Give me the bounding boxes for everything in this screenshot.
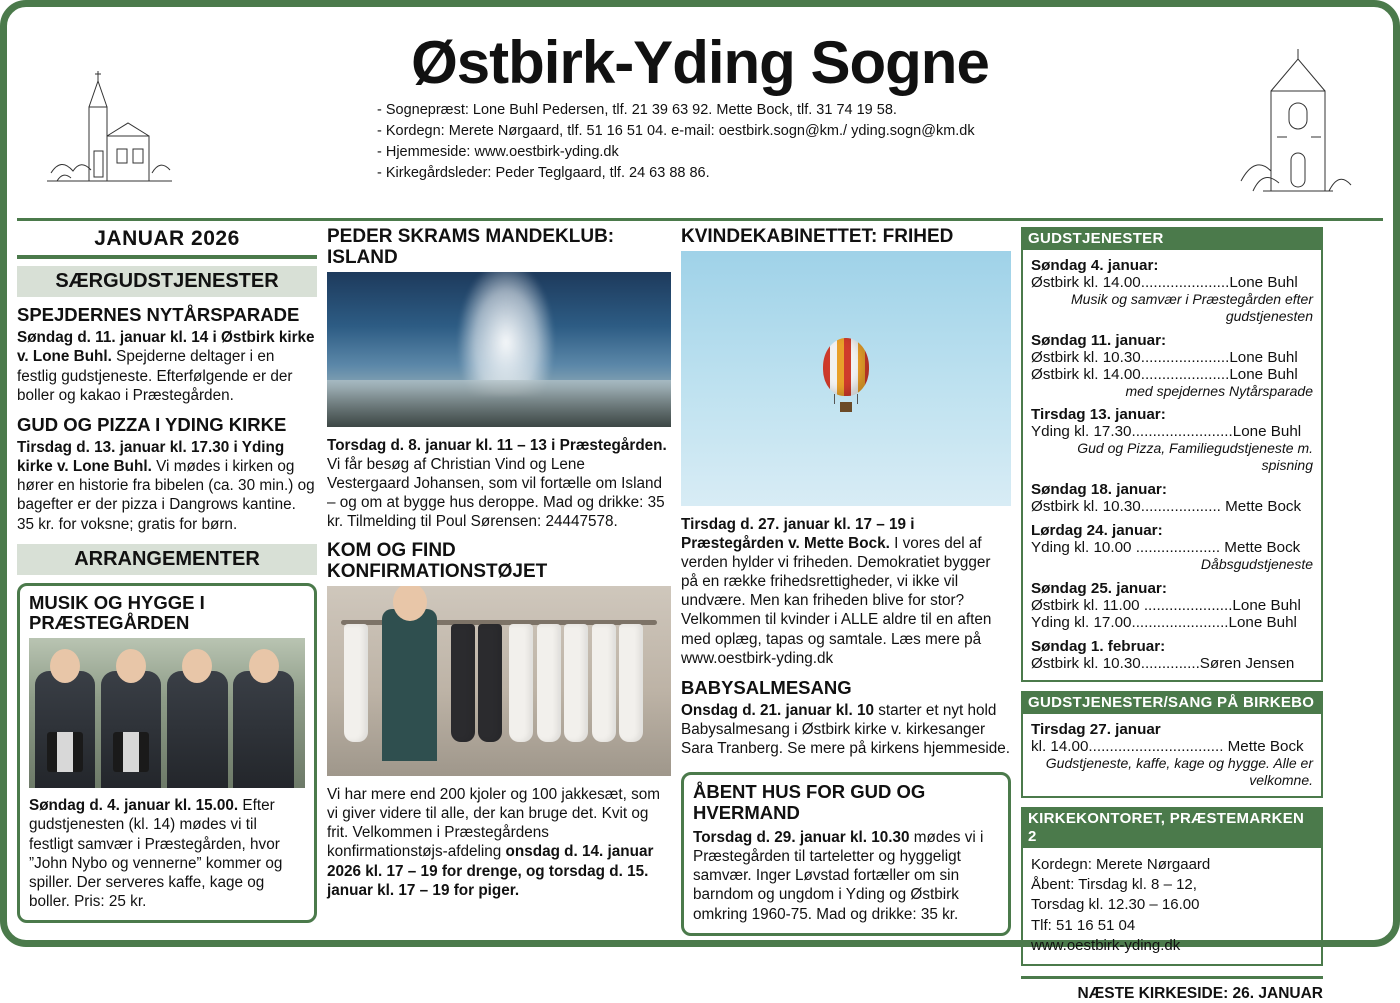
birkebo-box [1021, 714, 1323, 799]
next-issue-note: NÆSTE KIRKESIDE: 26. JANUAR [1021, 976, 1323, 1003]
column-two [327, 227, 671, 961]
contact-line-clerk: - Kordegn: Merete Nørgaard, tlf. 51 16 51 04. e-mail: oestbirk.sogn@km./ yding.sogn@km.dk [377, 123, 975, 140]
article-body-kvindekabinettet [681, 515, 1011, 668]
article-title-kvindekabinettet: KVINDEKABINETTET: FRIHED [681, 226, 954, 247]
service-note: Musik og samvær i Præstegården efter gudstjenesten [1071, 291, 1313, 324]
service-line: Østbirk kl. 14.00.....................Lone Buhl [1031, 365, 1298, 383]
contact-line-cemetery: - Kirkegårdsleder: Peder Teglgaard, tlf. 24 63 88 86. [377, 165, 710, 182]
service-note: med spejdernes Nytårsparade [1125, 382, 1313, 399]
service-day: Søndag 25. januar: [1031, 579, 1167, 597]
accordion-musicians-photo [29, 638, 305, 788]
event-bold-aabent-hus: Torsdag d. 29. januar kl. 10.30 [693, 829, 910, 847]
article-title-gudogpizza: GUD OG PIZZA I YDING KIRKE [17, 413, 287, 435]
service-line: Østbirk kl. 10.30................... Mette Bock [1031, 497, 1302, 515]
birkebo-line: kl. 14.00................................ Mette Bock [1031, 737, 1304, 755]
service-line: Østbirk kl. 11.00 .....................Lone Buhl [1031, 596, 1301, 614]
event-body-musik-og-hygge [29, 796, 305, 911]
event-card-musik-og-hygge [17, 583, 317, 923]
article-text-peder-skrams: Vi får besøg af Christian Vind og Lene Vestergaard Johansen, som vil fortælle om Island – og om at bygge hus deroppe. Mad og drikke: 35 kr. Tilmelding til Poul Sørensen: 24447578. [327, 455, 665, 531]
church-drawing-icon [37, 41, 177, 196]
article-bold-kvindekabinettet: Tirsdag d. 27. januar kl. 17 – 19 i Præstegården v. Mette Bock. [681, 515, 915, 552]
article-body-konfirmationstoej [327, 785, 671, 900]
article-bold-peder-skrams: Torsdag d. 8. januar kl. 11 – 13 i Præstegården. [327, 436, 667, 454]
service-day: Søndag 18. januar: [1031, 480, 1167, 498]
article-bold-spejdernes: Søndag d. 11. januar kl. 14 i Østbirk kirke v. Lone Buhl. [17, 329, 315, 366]
contact-line-priest: - Sognepræst: Lone Buhl Pedersen, tlf. 21 39 63 92. Mette Bock, tlf. 31 74 19 58. [377, 102, 897, 118]
balloon-basket-shape [840, 402, 852, 412]
column-four-services [1021, 227, 1323, 1003]
article-text-kvindekabinettet: I vores del af verden hylder vi friheden. Demokratiet bygger på en række frihedsrettigheder, vi ikke vil undvære. Men kan friheden blive for stor? Velkommen til kvinder i ALLE aldre til en aften med oplæg, tapas og samtale. Læs mere på www.oestbirk-yding.dk [681, 535, 992, 667]
article-text-babysalmesang: starter et nyt hold Babysalmesang i Østbirk kirke v. kirkesanger Sara Tranberg. Se mere på kirkens hjemmeside. [681, 702, 1011, 758]
event-body-aabent-hus [693, 828, 999, 924]
service-day: Søndag 11. januar: [1031, 331, 1167, 349]
office-box [1021, 848, 1323, 966]
column-one [17, 227, 317, 961]
church-tower-drawing-icon [1233, 41, 1363, 206]
service-line: Østbirk kl. 10.30.....................Lone Buhl [1031, 348, 1298, 366]
service-line: Yding kl. 17.00.......................Lone Buhl [1031, 613, 1297, 631]
contact-info [17, 100, 1383, 184]
article-bold-babysalmesang: Onsdag d. 21. januar kl. 10 [681, 702, 874, 720]
article-title-peder-skrams: PEDER SKRAMS MANDEKLUB: ISLAND [327, 226, 615, 268]
clothes-rack-photo [327, 586, 671, 776]
service-day: Tirsdag 13. januar: [1031, 406, 1166, 424]
article-title-spejdernes: SPEJDERNES NYTÅRSPARADE [17, 304, 300, 325]
services-band-title: GUDSTJENESTER [1021, 227, 1323, 250]
column-three [681, 227, 1011, 961]
office-line: Kordegn: Merete Nørgaard [1031, 855, 1211, 873]
service-line: Østbirk kl. 14.00.....................Lone Buhl [1031, 274, 1298, 291]
page-title: Østbirk-Yding Sogne [411, 29, 989, 96]
article-body-peder-skrams [327, 436, 671, 532]
article-title-konfirmationstoej: KOM OG FIND KONFIRMATIONSTØJET [327, 540, 548, 583]
office-line: Åbent: Tirsdag kl. 8 – 12, [1031, 876, 1197, 894]
event-title-musik-og-hygge: MUSIK OG HYGGE I PRÆSTEGÅRDEN [29, 591, 205, 634]
office-line: Torsdag kl. 12.30 – 16.00 [1031, 896, 1200, 914]
geyser-eruption-photo [327, 272, 671, 427]
service-note: Gud og Pizza, Familiegudstjeneste m. spisning [1077, 440, 1313, 474]
office-line: Tlf: 51 16 51 04 [1031, 916, 1136, 934]
section-band-special-services: SÆRGUDSTJENESTER [17, 266, 317, 297]
article-body-babysalmesang [681, 701, 1011, 758]
article-bold-konfirmationstoej: onsdag d. 14. januar 2026 kl. 17 – 19 for drenge, og torsdag d. 15. januar kl. 17 – 19 for piger. [327, 843, 654, 899]
page-header [17, 31, 1383, 221]
services-list [1021, 250, 1323, 682]
article-text-spejdernes: Spejderne deltager i en festlig gudstjeneste. Efterfølgende er der boller og kakao i Præstegården. [17, 348, 293, 404]
event-bold-musik-og-hygge: Søndag d. 4. januar kl. 15.00. [29, 797, 239, 815]
article-bold-gudogpizza: Tirsdag d. 13. januar kl. 17.30 i Yding kirke v. Lone Buhl. [17, 439, 285, 476]
office-band-title: KIRKEKONTORET, PRÆSTEMARKEN 2 [1021, 807, 1323, 848]
birkebo-day: Tirsdag 27. januar [1031, 720, 1161, 738]
article-body-spejdernes [17, 328, 317, 404]
balloon-envelope-shape [823, 338, 869, 396]
service-line: Yding kl. 17.30........................Lone Buhl [1031, 423, 1302, 441]
service-day: Lørdag 24. januar: [1031, 521, 1163, 539]
service-day: Søndag 1. februar: [1031, 637, 1166, 655]
event-text-musik-og-hygge: Efter gudstjenesten (kl. 14) mødes vi til festligt samvær i Præstegården, hvor ”John Nybo og vennerne” kommer og spiller. Der serveres kaffe, kage og boller. Pris: 25 kr. [29, 797, 283, 910]
article-text-gudogpizza: Vi mødes i kirken og hører en historie fra bibelen (ca. 30 min.) og bagefter er der pizza i Dangrows kantine. 35 kr. for voksne; gratis for børn. [17, 458, 315, 533]
office-website-link[interactable]: www.oestbirk-yding.dk [1031, 936, 1181, 954]
article-title-babysalmesang: BABYSALMESANG [681, 676, 852, 698]
hot-air-balloon-photo [681, 251, 1011, 506]
birkebo-note: Gudstjeneste, kaffe, kage og hygge. Alle er velkomne. [1045, 754, 1313, 788]
month-heading: JANUAR 2026 [17, 227, 317, 259]
contact-line-website: - Hjemmeside: www.oestbirk-yding.dk [377, 144, 619, 161]
article-body-gudogpizza [17, 438, 317, 534]
event-card-aabent-hus [681, 772, 1011, 935]
service-line: Yding kl. 10.00 .................... Mette Bock [1031, 538, 1301, 556]
event-text-aabent-hus: mødes vi i Præstegården til tarteletter og hyggeligt samvær. Inger Løvstad fortæller om sin barndom og ungdom i Yding og Østbirk omkring 1960-75. Mad og drikke: 35 kr. [693, 829, 984, 923]
service-note: Dåbsgudstjeneste [1200, 555, 1313, 572]
birkebo-band-title: GUDSTJENESTER/SANG PÅ BIRKEBO [1021, 691, 1323, 714]
event-title-aabent-hus: ÅBENT HUS FOR GUD OG HVERMAND [693, 781, 926, 823]
service-day: Søndag 4. januar: [1031, 257, 1159, 274]
article-text-konfirmationstoej: Vi har mere end 200 kjoler og 100 jakkesæt, som vi giver videre til alle, der kan bruge det. Kvit og frit. Velkommen i Præstegårdens konfirmationstøjs-afdeling [327, 786, 661, 861]
service-line: Østbirk kl. 10.30..............Søren Jensen [1031, 654, 1295, 672]
section-band-events: ARRANGEMENTER [17, 544, 317, 575]
content-columns [17, 221, 1383, 1003]
